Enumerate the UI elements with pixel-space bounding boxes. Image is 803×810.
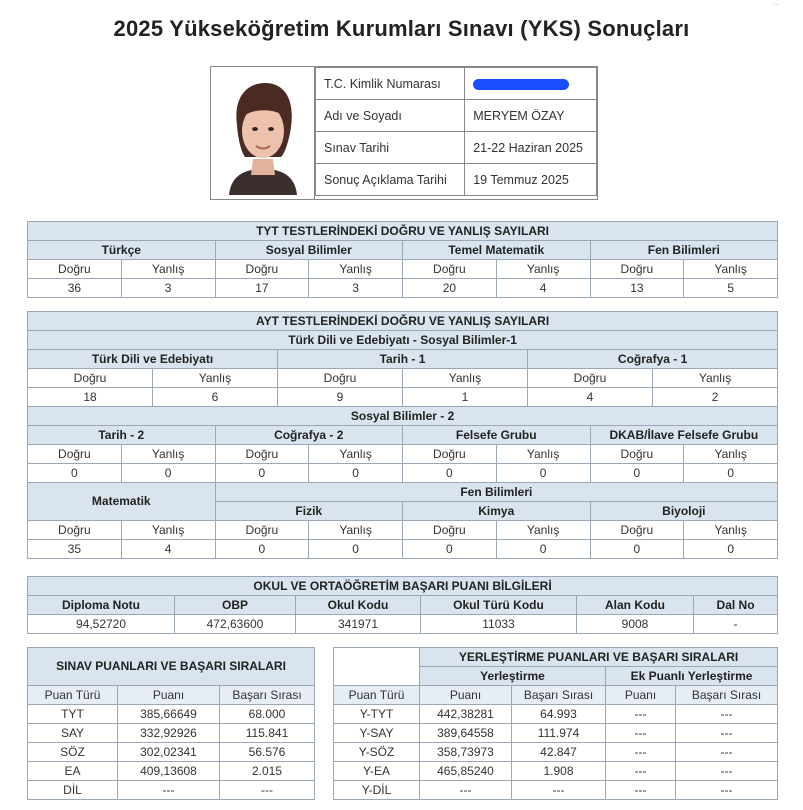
sinav-score: ---: [118, 781, 220, 800]
result-date-label: Sonuç Açıklama Tarihi: [316, 164, 465, 196]
dogru-label: Doğru: [28, 445, 122, 464]
okul-header-dal-no: Dal No: [694, 596, 778, 615]
sinav-rank: ---: [220, 781, 315, 800]
yer-ek-rank: ---: [676, 724, 778, 743]
tyt-subject-matematik: Temel Matematik: [403, 241, 591, 260]
dogru-label: Doğru: [278, 369, 403, 388]
yanlis-label: Yanlış: [684, 521, 778, 540]
tyt-subject-turkce: Türkçe: [28, 241, 216, 260]
yer-ek-rank: ---: [676, 705, 778, 724]
yer-rank: 64.993: [512, 705, 606, 724]
sinav-score: 409,13608: [118, 762, 220, 781]
ayt-cografya2-yanlis: 0: [309, 464, 403, 483]
ayt-cografya1-dogru: 4: [528, 388, 653, 407]
yer-ek-score: ---: [606, 762, 676, 781]
tyt-turkce-dogru: 36: [28, 279, 122, 298]
sinav-score: 385,66649: [118, 705, 220, 724]
ayt-felsefe-dogru: 0: [403, 464, 497, 483]
ayt-table: [27, 311, 778, 559]
ayt-group1-heading: Türk Dili ve Edebiyatı - Sosyal Bilimler-1: [28, 331, 778, 350]
sinav-score: 302,02341: [118, 743, 220, 762]
dogru-label: Doğru: [590, 260, 684, 279]
dogru-label: Doğru: [590, 521, 684, 540]
yanlis-label: Yanlış: [684, 445, 778, 464]
name-label: Adı ve Soyadı: [316, 100, 465, 132]
yerlestirme-heading: YERLEŞTİRME PUANLARI VE BAŞARI SIRALARI: [420, 648, 778, 667]
tyt-sosyal-dogru: 17: [215, 279, 309, 298]
yer-score: 389,64558: [420, 724, 512, 743]
ayt-subject-cografya1: Coğrafya - 1: [528, 350, 778, 369]
alan-kodu-value: 9008: [577, 615, 694, 634]
yanlis-label: Yanlış: [121, 445, 215, 464]
sinav-heading: SINAV PUANLARI VE BAŞARI SIRALARI: [28, 648, 315, 686]
yanlis-label: Yanlış: [309, 445, 403, 464]
table-row: [334, 781, 778, 800]
tyt-fen-dogru: 13: [590, 279, 684, 298]
sinav-rank: 115.841: [220, 724, 315, 743]
identity-row-exam-date: [316, 132, 597, 164]
okul-header-okul-turu: Okul Türü Kodu: [421, 596, 577, 615]
yanlis-label: Yanlış: [684, 260, 778, 279]
dogru-label: Doğru: [215, 521, 309, 540]
yer-ek-rank: ---: [676, 762, 778, 781]
tc-value: [465, 68, 597, 100]
table-row: [28, 762, 315, 781]
okul-kodu-value: 341971: [296, 615, 421, 634]
yer-ek-score: ---: [606, 705, 676, 724]
yer-header-ek-basari: Başarı Sırası: [676, 686, 778, 705]
yer-header-puani: Puanı: [420, 686, 512, 705]
table-row: [334, 724, 778, 743]
sinav-type: DİL: [28, 781, 118, 800]
ayt-tarih1-dogru: 9: [278, 388, 403, 407]
okul-header-okul-kodu: Okul Kodu: [296, 596, 421, 615]
yer-ek-score: ---: [606, 724, 676, 743]
dogru-label: Doğru: [403, 521, 497, 540]
ayt-matematik-dogru: 35: [28, 540, 122, 559]
yanlis-label: Yanlış: [153, 369, 278, 388]
dogru-label: Doğru: [528, 369, 653, 388]
tyt-fen-yanlis: 5: [684, 279, 778, 298]
ayt-cografya1-yanlis: 2: [653, 388, 778, 407]
ayt-heading: AYT TESTLERİNDEKİ DOĞRU VE YANLIŞ SAYILARI: [28, 312, 778, 331]
ayt-matematik-yanlis: 4: [121, 540, 215, 559]
yer-ek-score: ---: [606, 781, 676, 800]
yer-type: Y-SAY: [334, 724, 420, 743]
ayt-edebiyat-yanlis: 6: [153, 388, 278, 407]
okul-table: [27, 576, 778, 634]
yerlestirme-sub1: Yerleştirme: [420, 667, 606, 686]
yerlestirme-blank-cell: [334, 648, 420, 686]
yer-score: 358,73973: [420, 743, 512, 762]
sinav-header-puan-turu: Puan Türü: [28, 686, 118, 705]
result-date-value: 19 Temmuz 2025: [465, 164, 597, 196]
dogru-label: Doğru: [215, 260, 309, 279]
yanlis-label: Yanlış: [496, 445, 590, 464]
identity-row-tc: [316, 68, 597, 100]
sinav-score: 332,92926: [118, 724, 220, 743]
yanlis-label: Yanlış: [309, 260, 403, 279]
dogru-label: Doğru: [403, 260, 497, 279]
sinav-table: [27, 647, 315, 800]
ayt-subject-biyoloji: Biyoloji: [590, 502, 778, 521]
table-row: [28, 724, 315, 743]
identity-row-result-date: [316, 164, 597, 196]
table-row: [334, 762, 778, 781]
yerlestirme-sub2: Ek Puanlı Yerleştirme: [606, 667, 778, 686]
tyt-subject-fen: Fen Bilimleri: [590, 241, 778, 260]
ayt-cografya2-dogru: 0: [215, 464, 309, 483]
yerlestirme-table: [333, 647, 778, 800]
ayt-subject-cografya2: Coğrafya - 2: [215, 426, 403, 445]
dogru-label: Doğru: [28, 369, 153, 388]
yer-rank: 42.847: [512, 743, 606, 762]
ayt-tarih1-yanlis: 1: [403, 388, 528, 407]
ayt-group2-heading: Sosyal Bilimler - 2: [28, 407, 778, 426]
tyt-table: [27, 221, 778, 298]
sinav-type: EA: [28, 762, 118, 781]
ayt-subject-kimya: Kimya: [403, 502, 591, 521]
okul-header-alan-kodu: Alan Kodu: [577, 596, 694, 615]
yer-type: Y-DİL: [334, 781, 420, 800]
ayt-subject-fizik: Fizik: [215, 502, 403, 521]
ayt-fen-heading: Fen Bilimleri: [215, 483, 778, 502]
okul-diploma-value: 94,52720: [28, 615, 175, 634]
yanlis-label: Yanlış: [496, 260, 590, 279]
ayt-subject-tarih1: Tarih - 1: [278, 350, 528, 369]
yer-rank: 1.908: [512, 762, 606, 781]
okul-heading: OKUL VE ORTAÖĞRETİM BAŞARI PUANI BİLGİLERİ: [28, 577, 778, 596]
yer-ek-rank: ---: [676, 781, 778, 800]
table-row: [28, 743, 315, 762]
identity-box: [210, 66, 598, 200]
table-row: [28, 705, 315, 724]
okul-turu-value: 11033: [421, 615, 577, 634]
yer-header-basari: Başarı Sırası: [512, 686, 606, 705]
table-row: [334, 705, 778, 724]
ayt-subject-edebiyat: Türk Dili ve Edebiyatı: [28, 350, 278, 369]
ayt-kimya-dogru: 0: [403, 540, 497, 559]
okul-header-diploma: Diploma Notu: [28, 596, 175, 615]
yanlis-label: Yanlış: [121, 521, 215, 540]
yer-ek-score: ---: [606, 743, 676, 762]
identity-table: [315, 67, 597, 196]
ayt-dkab-yanlis: 0: [684, 464, 778, 483]
table-row: [28, 781, 315, 800]
redaction-mark: [473, 79, 569, 90]
yer-type: Y-SÖZ: [334, 743, 420, 762]
yer-header-ek-puani: Puanı: [606, 686, 676, 705]
okul-obp-value: 472,63600: [175, 615, 296, 634]
tyt-sosyal-yanlis: 3: [309, 279, 403, 298]
dogru-label: Doğru: [403, 445, 497, 464]
sinav-rank: 2.015: [220, 762, 315, 781]
ayt-subject-tarih2: Tarih - 2: [28, 426, 216, 445]
page-title: 2025 Yükseköğretim Kurumları Sınavı (YKS) Sonuçları: [113, 16, 690, 41]
ayt-subject-matematik: Matematik: [28, 483, 216, 521]
ayt-tarih2-dogru: 0: [28, 464, 122, 483]
sinav-type: TYT: [28, 705, 118, 724]
yanlis-label: Yanlış: [121, 260, 215, 279]
yanlis-label: Yanlış: [403, 369, 528, 388]
identity-row-name: [316, 100, 597, 132]
ayt-kimya-yanlis: 0: [496, 540, 590, 559]
yer-type: Y-TYT: [334, 705, 420, 724]
exam-date-label: Sınav Tarihi: [316, 132, 465, 164]
dal-no-value: -: [694, 615, 778, 634]
yanlis-label: Yanlış: [653, 369, 778, 388]
sinav-rank: 56.576: [220, 743, 315, 762]
dogru-label: Doğru: [28, 521, 122, 540]
okul-header-obp: OBP: [175, 596, 296, 615]
yer-rank: 111.974: [512, 724, 606, 743]
corner-text: ...: [773, 0, 779, 7]
yanlis-label: Yanlış: [309, 521, 403, 540]
dogru-label: Doğru: [215, 445, 309, 464]
dogru-label: Doğru: [590, 445, 684, 464]
sinav-type: SÖZ: [28, 743, 118, 762]
yer-rank: ---: [512, 781, 606, 800]
tyt-subject-sosyal: Sosyal Bilimler: [215, 241, 403, 260]
ayt-fizik-yanlis: 0: [309, 540, 403, 559]
tyt-turkce-yanlis: 3: [121, 279, 215, 298]
ayt-subject-dkab: DKAB/İlave Felsefe Grubu: [590, 426, 778, 445]
ayt-dkab-dogru: 0: [590, 464, 684, 483]
tyt-heading: TYT TESTLERİNDEKİ DOĞRU VE YANLIŞ SAYILARI: [28, 222, 778, 241]
sinav-rank: 68.000: [220, 705, 315, 724]
yer-score: 465,85240: [420, 762, 512, 781]
dogru-label: Doğru: [28, 260, 122, 279]
yer-header-puan-turu: Puan Türü: [334, 686, 420, 705]
tc-label: T.C. Kimlik Numarası: [316, 68, 465, 100]
yer-score: ---: [420, 781, 512, 800]
yer-score: 442,38281: [420, 705, 512, 724]
sinav-header-puani: Puanı: [118, 686, 220, 705]
name-value: MERYEM ÖZAY: [465, 100, 597, 132]
ayt-fizik-dogru: 0: [215, 540, 309, 559]
ayt-edebiyat-dogru: 18: [28, 388, 153, 407]
exam-date-value: 21-22 Haziran 2025: [465, 132, 597, 164]
tyt-matematik-dogru: 20: [403, 279, 497, 298]
ayt-felsefe-yanlis: 0: [496, 464, 590, 483]
yer-ek-rank: ---: [676, 743, 778, 762]
ayt-biyoloji-yanlis: 0: [684, 540, 778, 559]
table-row: [334, 743, 778, 762]
sinav-type: SAY: [28, 724, 118, 743]
ayt-biyoloji-dogru: 0: [590, 540, 684, 559]
sinav-header-basari: Başarı Sırası: [220, 686, 315, 705]
ayt-subject-felsefe: Felsefe Grubu: [403, 426, 591, 445]
yer-type: Y-EA: [334, 762, 420, 781]
candidate-photo: [211, 67, 315, 199]
tyt-matematik-yanlis: 4: [496, 279, 590, 298]
ayt-tarih2-yanlis: 0: [121, 464, 215, 483]
portrait-image: [215, 71, 311, 195]
yanlis-label: Yanlış: [496, 521, 590, 540]
